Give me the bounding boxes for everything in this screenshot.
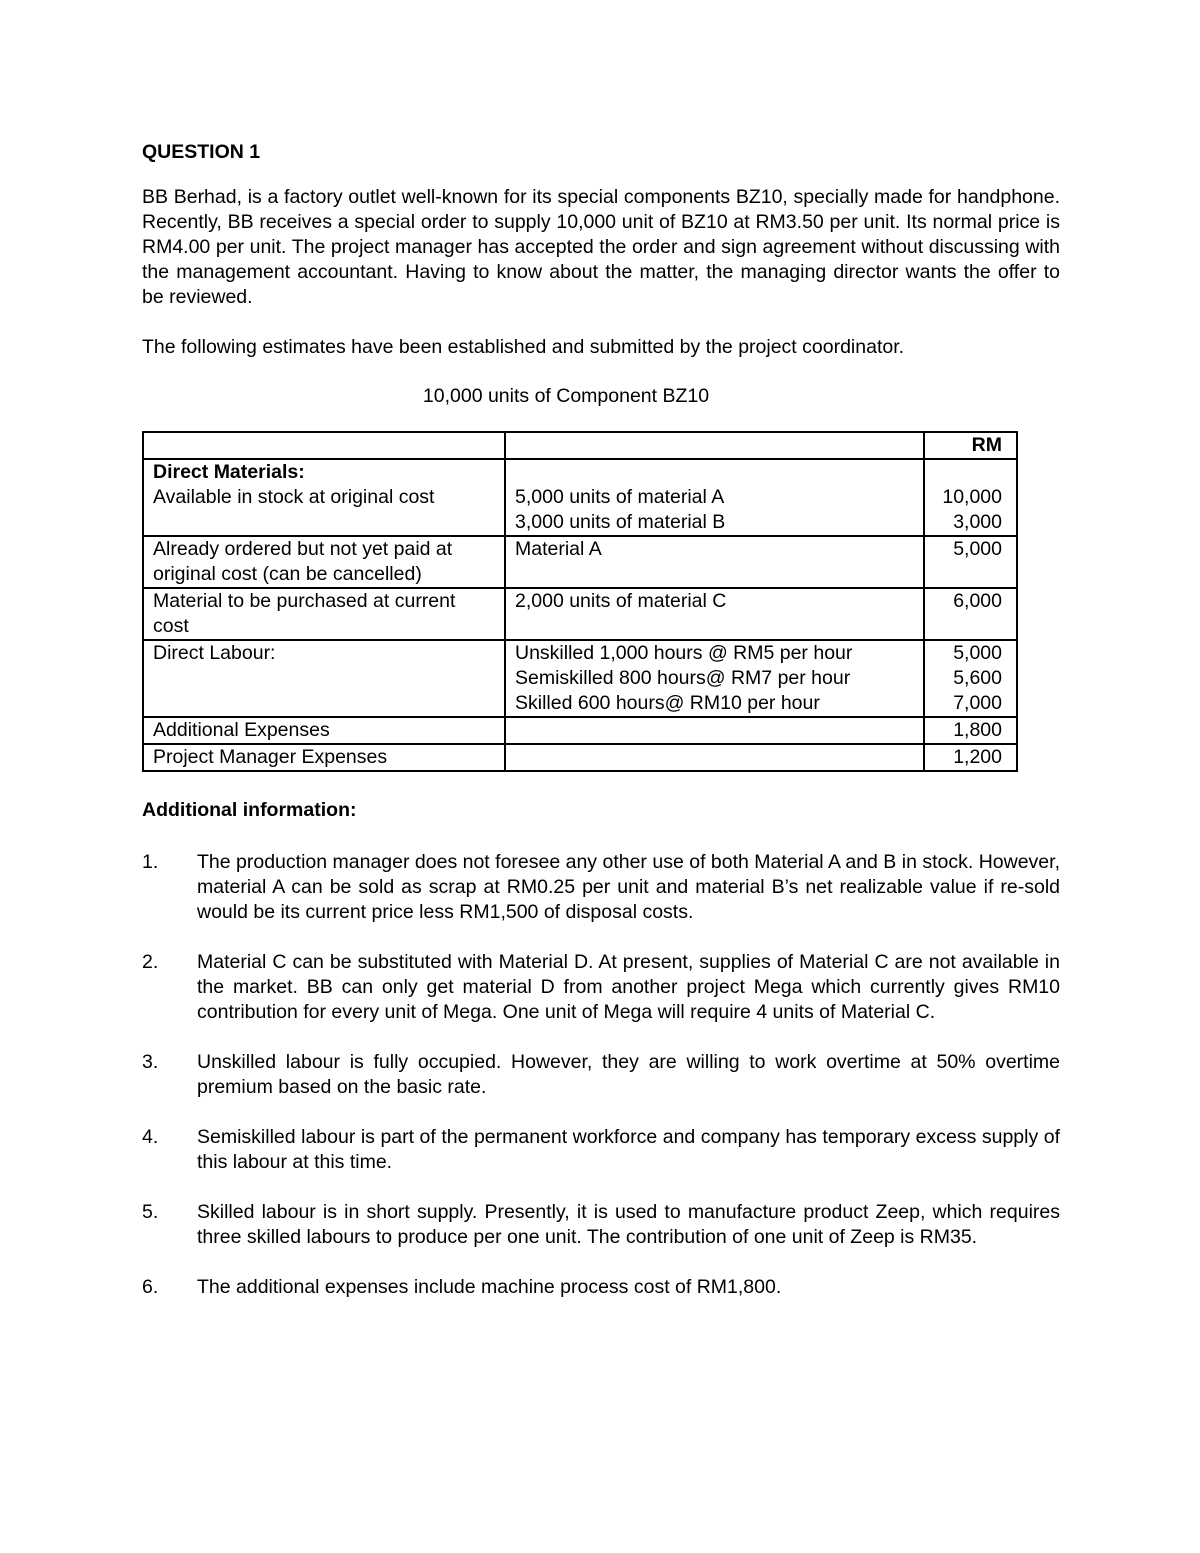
list-item — [142, 1200, 1060, 1250]
table-cell-details — [505, 744, 924, 771]
table-cell-details — [505, 459, 924, 536]
note-number: 5. — [142, 1201, 159, 1223]
row-amount: 5,000 — [953, 642, 1002, 664]
estimates-line: The following estimates have been established and submitted by the project coordinator. — [142, 336, 905, 358]
row-amount: 5,000 — [953, 538, 1002, 560]
table-cell-item: Already ordered but not yet paid at original cost (can be cancelled) — [143, 536, 505, 588]
estimates-table — [142, 431, 1018, 772]
note-number: 3. — [142, 1051, 159, 1073]
table-cell-details — [505, 717, 924, 744]
list-item — [142, 850, 1060, 925]
row-detail: Semiskilled 800 hours@ RM7 per hour — [515, 667, 851, 689]
table-cell-amount: 1,800 — [924, 717, 1017, 744]
document-page — [142, 140, 1060, 1325]
table-cell-item: Material to be purchased at current cost — [143, 588, 505, 640]
list-item — [142, 1125, 1060, 1175]
note-text: The production manager does not foresee any other use of both Material A and B in stock. However, material A can be sold as scrap at RM0.25 per unit and material B’s net realizable value if re-sold would be its current price less RM1,500 of disposal costs. — [197, 851, 1060, 923]
table-cell-amount — [924, 459, 1017, 536]
table-cell-item: Direct Labour: — [143, 640, 505, 717]
note-number: 1. — [142, 851, 159, 873]
note-number: 6. — [142, 1276, 159, 1298]
table-cell-details — [505, 588, 924, 640]
table-caption: 10,000 units of Component BZ10 — [422, 385, 710, 407]
note-text: Unskilled labour is fully occupied. However, they are willing to work overtime at 50% overtime premium based on the basic rate. — [197, 1051, 1060, 1098]
note-number: 2. — [142, 951, 159, 973]
table-cell-amount — [924, 640, 1017, 717]
spacer — [142, 310, 1060, 335]
table-cell-item: Additional Expenses — [143, 717, 505, 744]
row-amount: 10,000 — [942, 486, 1002, 508]
list-item — [142, 950, 1060, 1025]
note-text: Semiskilled labour is part of the permanent workforce and company has temporary excess supply of this labour at this time. — [197, 1126, 1060, 1173]
row-detail: Unskilled 1,000 hours @ RM5 per hour — [515, 642, 853, 664]
note-text: Skilled labour is in short supply. Presently, it is used to manufacture product Zeep, which requires three skilled labours to produce per one unit. The contribution of one unit of Zeep is RM35. — [197, 1201, 1060, 1248]
table-cell-details — [505, 640, 924, 717]
row-detail: Skilled 600 hours@ RM10 per hour — [515, 692, 820, 714]
header-cell-item — [143, 432, 505, 459]
table-row — [143, 717, 1017, 744]
list-item — [142, 1275, 1060, 1300]
row-detail: 2,000 units of material C — [515, 590, 727, 612]
table-header-row — [143, 432, 1017, 459]
note-text: Material C can be substituted with Material D. At present, supplies of Material C are not available in the market. BB can only get material D from another project Mega which currently gives RM10 contribution for every unit of Mega. One unit of Mega will require 4 units of Material C. — [197, 951, 1060, 1023]
additional-notes-list — [142, 850, 1060, 1300]
table-cell-amount — [924, 536, 1017, 588]
table-row — [143, 459, 1017, 536]
table-row — [143, 588, 1017, 640]
table-cell-item — [143, 459, 505, 536]
row-item-label: Available in stock at original cost — [153, 486, 435, 508]
additional-info-heading: Additional information: — [142, 799, 357, 821]
spacer — [142, 360, 1060, 384]
spacer — [142, 168, 1060, 185]
question-title: QUESTION 1 — [142, 141, 261, 163]
row-amount: 7,000 — [953, 692, 1002, 714]
header-cell-details — [505, 432, 924, 459]
table-row — [143, 536, 1017, 588]
intro-paragraph: BB Berhad, is a factory outlet well-known for its special components BZ10, specially made for handphone. Recently, BB receives a special order to supply 10,000 unit of BZ10 at RM3.50 per unit. Its normal price is RM4.00 per unit. The project manager has accepted the order and sign agreement without discussing with the management accountant. Having to know about the matter, the managing director wants the offer to be reviewed. — [142, 186, 1060, 308]
row-detail: Material A — [515, 538, 602, 560]
table-cell-amount — [924, 588, 1017, 640]
table-row — [143, 744, 1017, 771]
header-cell-currency: RM — [924, 432, 1017, 459]
table-cell-amount: 1,200 — [924, 744, 1017, 771]
table-cell-item: Project Manager Expenses — [143, 744, 505, 771]
row-amount: 3,000 — [953, 511, 1002, 533]
table-cell-details — [505, 536, 924, 588]
list-item — [142, 1050, 1060, 1100]
row-detail: 3,000 units of material B — [515, 511, 726, 533]
table-row — [143, 640, 1017, 717]
note-text: The additional expenses include machine process cost of RM1,800. — [197, 1276, 782, 1298]
direct-materials-heading: Direct Materials: — [153, 461, 305, 483]
note-number: 4. — [142, 1126, 159, 1148]
row-amount: 5,600 — [953, 667, 1002, 689]
row-detail: 5,000 units of material A — [515, 486, 725, 508]
row-amount: 6,000 — [953, 590, 1002, 612]
